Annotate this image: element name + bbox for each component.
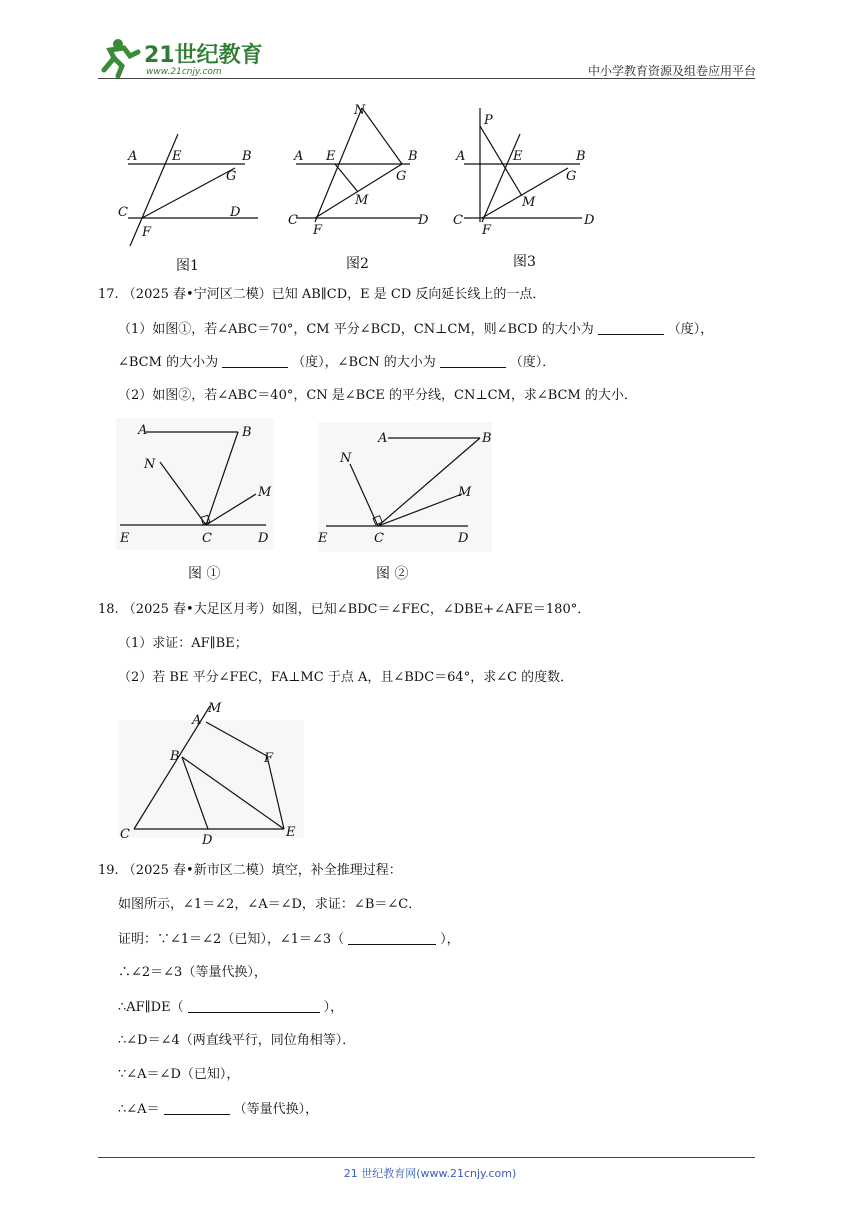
q19-blank-angle[interactable] <box>164 1100 230 1115</box>
svg-text:E: E <box>172 149 182 164</box>
q19-line2-end: ）， <box>440 932 460 947</box>
svg-text:F: F <box>482 223 492 238</box>
q17-figure-1-caption: 图 ① <box>188 566 221 582</box>
q19-line7-end: （等量代换）， <box>233 1102 319 1117</box>
q17-bcm-label: ∠BCM 的大小为 <box>118 355 219 370</box>
figure-2-caption: 图2 <box>346 256 369 272</box>
q19-line4-text: ∴AF∥DE（ <box>118 1000 184 1015</box>
svg-text:M: M <box>522 195 536 210</box>
q19-line6: ∵∠A＝∠D（已知）， <box>118 1067 240 1082</box>
q19-line5: ∴∠D＝∠4（两直线平行，同位角相等）． <box>118 1033 356 1048</box>
svg-text:A: A <box>378 431 388 446</box>
q19-line3: ∴∠2＝∠3（等量代换）， <box>118 965 267 980</box>
svg-text:D: D <box>202 833 213 846</box>
q17-blank-bcm[interactable] <box>222 353 288 368</box>
q17-figure-2-caption: 图 ② <box>376 566 409 582</box>
q17-part1-line1 <box>118 320 713 339</box>
svg-text:B: B <box>242 425 252 440</box>
svg-text:A: A <box>138 423 148 438</box>
svg-text:E: E <box>326 149 336 164</box>
svg-text:M: M <box>458 485 472 500</box>
svg-text:A: A <box>192 713 202 728</box>
svg-text:C: C <box>202 531 212 546</box>
svg-text:B: B <box>408 149 418 164</box>
svg-text:F: F <box>142 225 152 240</box>
figures-top <box>110 96 630 280</box>
svg-text:D: D <box>584 213 595 228</box>
svg-text:F: F <box>313 223 323 238</box>
svg-text:B: B <box>242 149 252 164</box>
q19-line2-text: 证明：∵∠1＝∠2（已知），∠1＝∠3（ <box>118 932 345 947</box>
svg-text:D: D <box>458 531 469 546</box>
svg-text:C: C <box>118 205 128 220</box>
q17-blank-bcd[interactable] <box>598 320 664 335</box>
svg-text:C: C <box>120 827 130 842</box>
svg-text:E: E <box>120 531 130 546</box>
q17-blank-bcn[interactable] <box>440 353 506 368</box>
q19-line7-text: ∴∠A＝ <box>118 1102 160 1117</box>
svg-text:N: N <box>340 451 352 466</box>
q19-line1: 如图所示，∠1＝∠2，∠A＝∠D，求证：∠B＝∠C． <box>118 897 422 912</box>
figure-1 <box>118 134 258 274</box>
svg-text:D: D <box>418 213 429 228</box>
svg-text:A: A <box>294 149 304 164</box>
q17-figure-1 <box>116 418 274 582</box>
q17-part1-text: （1）如图①，若∠ABC＝70°，CM 平分∠BCD，CN⊥CM，则∠BCD 的大小为 <box>118 322 594 337</box>
svg-text:E: E <box>513 149 523 164</box>
q18-title: 18. （2025 春•大足区月考）如图，已知∠BDC＝∠FEC，∠DBE+∠AFE＝180°． <box>98 602 591 617</box>
svg-text:E: E <box>318 531 328 546</box>
q18-part1: （1）求证：AF∥BE； <box>118 636 248 651</box>
svg-text:M: M <box>355 193 369 208</box>
svg-text:G: G <box>396 169 407 184</box>
svg-text:B: B <box>482 431 492 446</box>
q19-line4-end: ）， <box>323 1000 344 1015</box>
logo-runner-icon <box>96 36 266 80</box>
svg-text:D: D <box>258 531 269 546</box>
q17-part1-unit: （度）， <box>667 322 714 337</box>
q19-line4 <box>118 998 343 1017</box>
q19-title: 19. （2025 春•新市区二模）填空，补全推理过程： <box>98 863 402 878</box>
svg-text:B: B <box>170 749 180 764</box>
q19-line2 <box>118 930 460 949</box>
svg-text:A: A <box>456 149 466 164</box>
svg-text:F: F <box>264 751 274 766</box>
svg-text:N: N <box>144 457 156 472</box>
svg-text:D: D <box>230 205 241 220</box>
svg-text:C: C <box>374 531 384 546</box>
figure-3-caption: 图3 <box>513 254 536 270</box>
footer-text: 21 世纪教育网(www.21cnjy.com) <box>343 1167 517 1180</box>
q18-figure <box>112 696 312 846</box>
svg-text:E: E <box>286 825 296 840</box>
q17-figures <box>112 416 502 586</box>
q17-figure-2 <box>317 422 492 582</box>
logo-title: 21世纪教育 <box>144 43 263 68</box>
figure-3 <box>453 108 595 270</box>
q17-part1-line2 <box>118 353 555 372</box>
svg-text:C: C <box>288 213 298 228</box>
svg-text:C: C <box>453 213 463 228</box>
q18-part2: （2）若 BE 平分∠FEC，FA⊥MC 于点 A，且∠BDC＝64°，求∠C 的度数． <box>118 670 574 685</box>
logo-url: www.21cnjy.com <box>146 67 222 77</box>
q19-line7 <box>118 1100 318 1119</box>
svg-text:P: P <box>484 113 493 128</box>
header-divider <box>98 78 755 79</box>
figure-1-caption: 图1 <box>176 258 199 274</box>
figure-2 <box>288 103 429 272</box>
svg-text:M: M <box>258 485 272 500</box>
svg-text:M: M <box>208 701 222 716</box>
svg-text:N: N <box>354 103 366 118</box>
q17-part2: （2）如图②，若∠ABC＝40°，CN 是∠BCE 的平分线，CN⊥CM，求∠BCM 的大小． <box>118 388 637 403</box>
header-platform-text: 中小学教育资源及组卷应用平台 <box>587 64 756 78</box>
q17-bcn-unit: （度）． <box>509 355 556 370</box>
svg-text:G: G <box>226 169 237 184</box>
svg-text:B: B <box>576 149 586 164</box>
footer-divider <box>98 1157 755 1158</box>
svg-text:G: G <box>566 169 577 184</box>
logo <box>96 36 266 80</box>
svg-text:A: A <box>128 149 138 164</box>
q19-blank-reason1[interactable] <box>348 930 436 945</box>
q19-blank-reason2[interactable] <box>188 998 320 1013</box>
q17-bcn-label: （度），∠BCN 的大小为 <box>292 355 436 370</box>
q17-title: 17. （2025 春•宁河区二模）已知 AB∥CD，E 是 CD 反向延长线上的一点． <box>98 287 546 302</box>
